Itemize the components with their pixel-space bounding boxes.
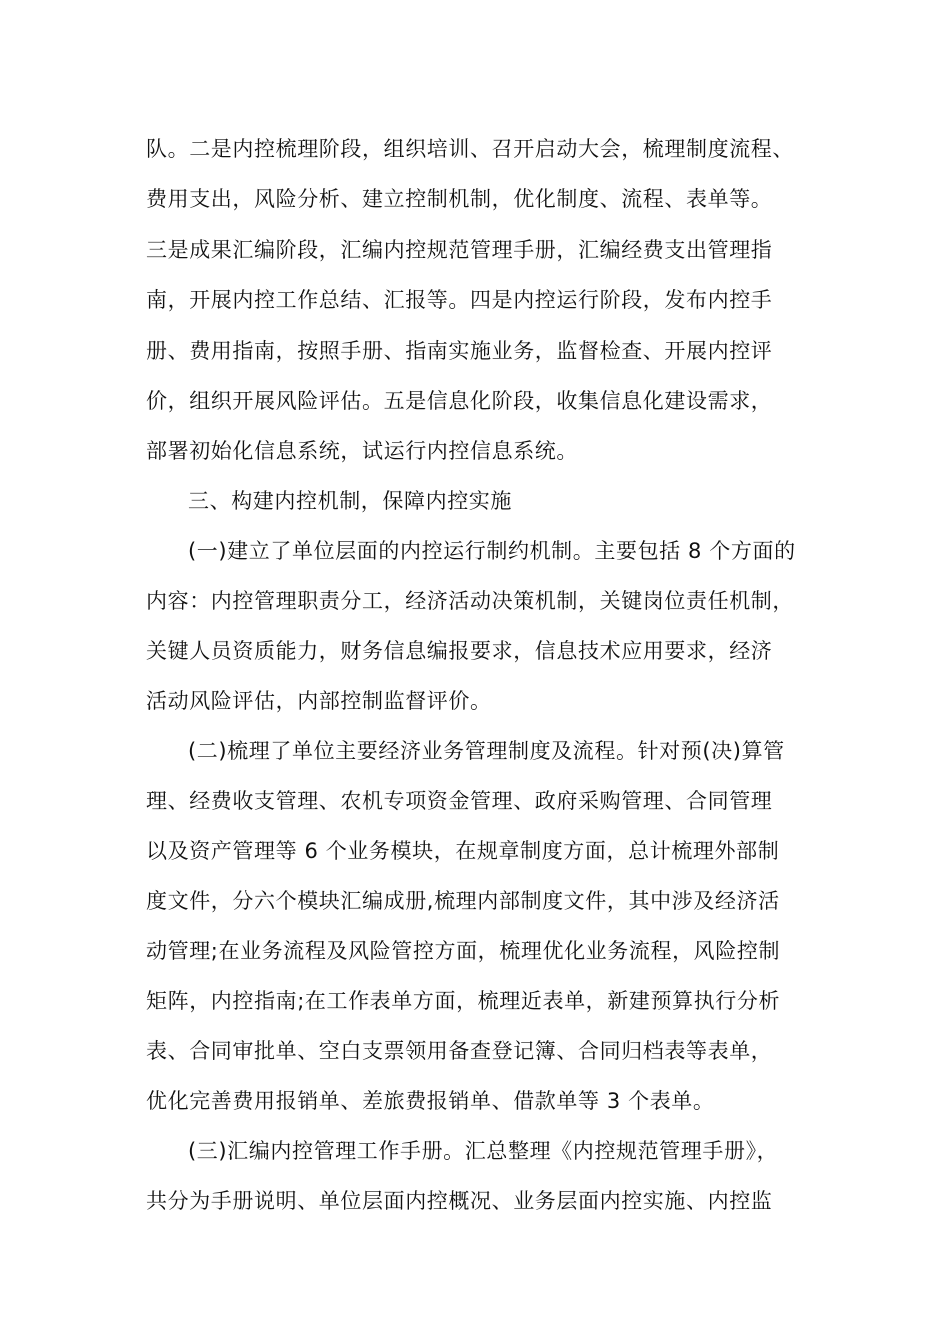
text-line: 费用支出，风险分析、建立控制机制，优化制度、流程、表单等。 [146, 187, 773, 211]
text-line: (三)汇编内控管理工作手册。汇总整理《内控规范管理手册》， [188, 1139, 779, 1163]
text-line: 矩阵，内控指南;在工作表单方面，梳理近表单，新建预算执行分析 [146, 989, 781, 1013]
text-line: 关键人员资质能力，财务信息编报要求，信息技术应用要求，经济 [146, 639, 773, 663]
text-line: (一)建立了单位层面的内控运行制约机制。主要包括 8 个方面的 [188, 539, 796, 563]
text-line: 表、合同审批单、空白支票领用备查登记簿、合同归档表等表单， [146, 1039, 773, 1063]
text-line: 优化完善费用报销单、差旅费报销单、借款单等 3 个表单。 [146, 1089, 715, 1113]
section-heading: 三、构建内控机制，保障内控实施 [188, 489, 512, 513]
text-line: 册、费用指南，按照手册、指南实施业务，监督检查、开展内控评 [146, 339, 773, 363]
text-line: 活动风险评估，内部控制监督评价。 [146, 689, 492, 713]
text-line: 队。二是内控梳理阶段，组织培训、召开启动大会，梳理制度流程、 [146, 137, 794, 161]
text-line: 以及资产管理等 6 个业务模块，在规章制度方面，总计梳理外部制 [146, 839, 780, 863]
text-line: (二)梳理了单位主要经济业务管理制度及流程。针对预(决)算管 [188, 739, 785, 763]
text-line: 理、经费收支管理、农机专项资金管理、政府采购管理、合同管理 [146, 789, 773, 813]
text-line: 部署初始化信息系统，试运行内控信息系统。 [146, 439, 578, 463]
text-line: 三是成果汇编阶段，汇编内控规范管理手册，汇编经费支出管理指 [146, 238, 773, 262]
text-line: 价，组织开展风险评估。五是信息化阶段，收集信息化建设需求， [146, 389, 773, 413]
text-line: 内容：内控管理职责分工，经济活动决策机制，关键岗位责任机制， [146, 589, 794, 613]
text-line: 度文件，分六个模块汇编成册,梳理内部制度文件，其中涉及经济活 [146, 889, 780, 913]
text-line: 动管理;在业务流程及风险管控方面，梳理优化业务流程，风险控制 [146, 939, 781, 963]
text-line: 共分为手册说明、单位层面内控概况、业务层面内控实施、内控监 [146, 1189, 773, 1213]
text-line: 南，开展内控工作总结、汇报等。四是内控运行阶段，发布内控手 [146, 288, 773, 312]
